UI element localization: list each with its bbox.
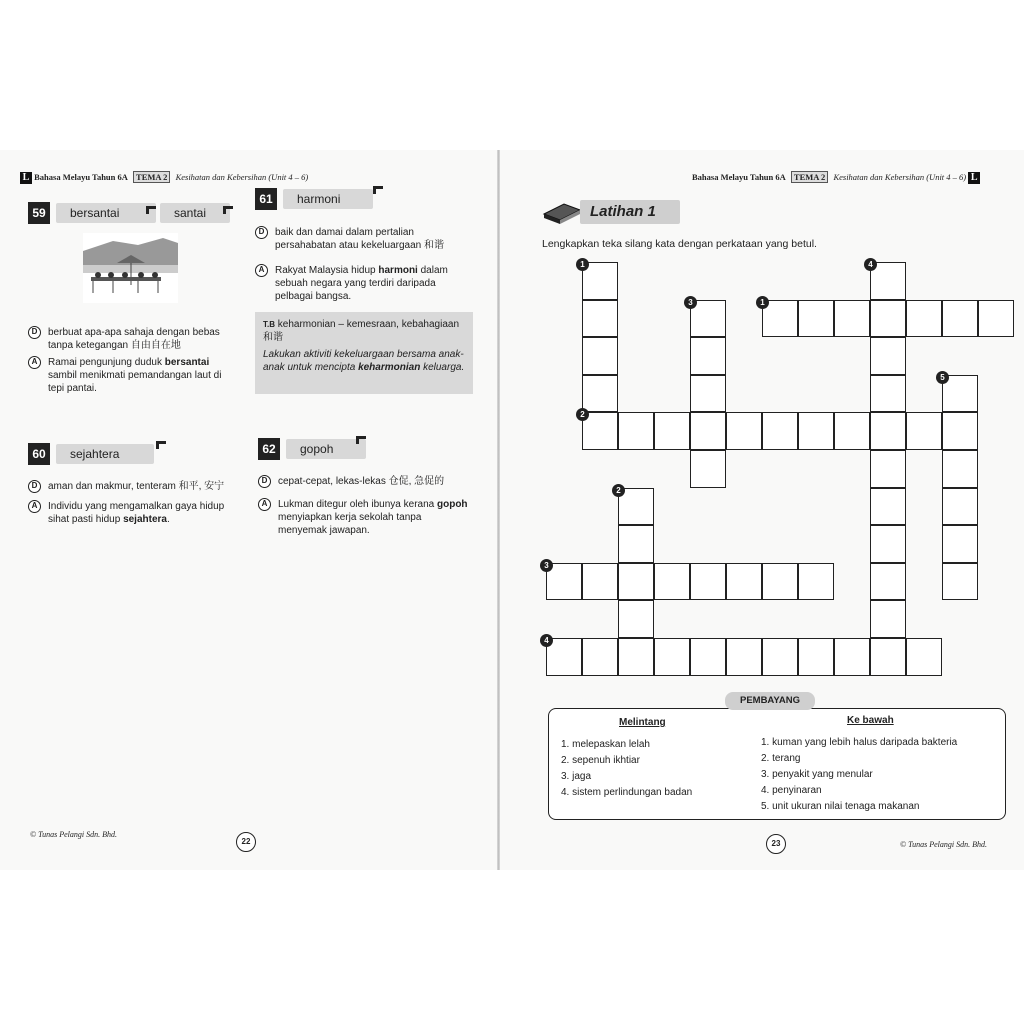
- crossword-cell[interactable]: [870, 450, 906, 488]
- kebawah-clue: 4. penyinaran: [761, 785, 822, 796]
- example-text: Individu yang mengamalkan gaya hidup sihat pasti hidup sejahtera.: [48, 501, 225, 525]
- down-clue-number: 3: [684, 296, 697, 309]
- crossword-cell[interactable]: [870, 488, 906, 526]
- entry-number: 61: [255, 188, 277, 210]
- crossword-cell[interactable]: [834, 412, 870, 450]
- entry-word: harmoni: [283, 189, 373, 209]
- melintang-clue: 3. jaga: [561, 771, 592, 782]
- crossword-cell[interactable]: [690, 638, 726, 676]
- definition-text: baik dan damai dalam pertalian persahabatan atau kekeluargaan 和谐: [275, 227, 445, 251]
- right-page: [500, 150, 1024, 870]
- crossword-cell[interactable]: [942, 300, 978, 338]
- crossword-cell[interactable]: [942, 488, 978, 526]
- pembayang-label: PEMBAYANG: [725, 692, 815, 710]
- latihan-banner: [542, 198, 682, 226]
- crossword-cell[interactable]: [870, 525, 906, 563]
- kebawah-heading: Ke bawah: [847, 715, 894, 726]
- crossword-cell[interactable]: [834, 638, 870, 676]
- left-page: [0, 150, 498, 870]
- kebawah-clue: 2. terang: [761, 753, 801, 764]
- entry-60: [28, 443, 168, 467]
- header-topic: Kesihatan dan Kebersihan (Unit 4 – 6): [175, 172, 309, 182]
- instruction-text: Lengkapkan teka silang kata dengan perkataan yang betul.: [542, 238, 817, 250]
- note-sentence: Lakukan aktiviti kekeluargaan bersama anak-anak untuk mencipta keharmonian keluarga.: [263, 349, 465, 373]
- crossword-cell[interactable]: [690, 563, 726, 601]
- across-clue-number: 3: [540, 559, 553, 572]
- crossword-cell[interactable]: [798, 412, 834, 450]
- crossword-cell[interactable]: [834, 300, 870, 338]
- beach-cafe-illustration: [83, 233, 178, 303]
- crossword-cell[interactable]: [618, 563, 654, 601]
- example-icon: A: [255, 264, 268, 277]
- crossword-cell[interactable]: [654, 563, 690, 601]
- right-running-header: [692, 172, 980, 184]
- down-clue-number: 4: [864, 258, 877, 271]
- crossword-cell[interactable]: [798, 563, 834, 601]
- crossword-cell[interactable]: [906, 412, 942, 450]
- header-topic: Kesihatan dan Kebersihan (Unit 4 – 6): [833, 172, 967, 182]
- down-clue-number: 1: [576, 258, 589, 271]
- definition-icon: D: [258, 475, 271, 488]
- flag-icon: [156, 441, 166, 449]
- crossword-cell[interactable]: [726, 638, 762, 676]
- page-number-22: 22: [236, 832, 256, 852]
- crossword-cell[interactable]: [618, 600, 654, 638]
- melintang-clue: 4. sistem perlindungan badan: [561, 787, 693, 798]
- header-tema: TEMA 2: [791, 171, 828, 183]
- crossword-cell[interactable]: [582, 300, 618, 338]
- entry-word-synonym: santai: [160, 203, 230, 223]
- across-clue-number: 2: [576, 408, 589, 421]
- crossword-cell[interactable]: [618, 525, 654, 563]
- crossword-cell[interactable]: [690, 375, 726, 413]
- definition-icon: D: [28, 326, 41, 339]
- crossword-cell[interactable]: [762, 638, 798, 676]
- flag-icon: [223, 206, 233, 214]
- crossword-cell[interactable]: [654, 638, 690, 676]
- crossword-cell[interactable]: [690, 337, 726, 375]
- entry-59: [28, 202, 238, 226]
- kebawah-clue: 3. penyakit yang menular: [761, 769, 873, 780]
- definition-text: cepat-cepat, lekas-lekas 仓促, 急促的: [278, 476, 445, 487]
- melintang-clue: 1. melepaskan lelah: [561, 739, 650, 750]
- entry-61: [255, 188, 395, 212]
- crossword-cell[interactable]: [870, 638, 906, 676]
- crossword-cell[interactable]: [978, 300, 1014, 338]
- entry-number: 62: [258, 438, 280, 460]
- entry-number: 59: [28, 202, 50, 224]
- left-running-header: [20, 172, 308, 184]
- header-book-title: Bahasa Melayu Tahun 6A: [34, 172, 128, 182]
- copyright-right: © Tunas Pelangi Sdn. Bhd.: [900, 840, 987, 849]
- crossword-cell[interactable]: [690, 450, 726, 488]
- crossword-cell[interactable]: [870, 337, 906, 375]
- entry-number: 60: [28, 443, 50, 465]
- kebawah-clue: 5. unit ukuran nilai tenaga makanan: [761, 801, 920, 812]
- crossword-cell[interactable]: [798, 638, 834, 676]
- entry-word: gopoh: [286, 439, 366, 459]
- down-clue-number: 2: [612, 484, 625, 497]
- crossword-cell[interactable]: [870, 375, 906, 413]
- crossword-cell[interactable]: [870, 563, 906, 601]
- example-text: Lukman ditegur oleh ibunya kerana gopoh menyiapkan kerja sekolah tanpa menyemak jawapan.: [278, 499, 468, 536]
- crossword-cell[interactable]: [654, 412, 690, 450]
- definition-icon: D: [255, 226, 268, 239]
- header-book-title: Bahasa Melayu Tahun 6A: [692, 172, 786, 182]
- clue-box: [548, 708, 1006, 820]
- crossword-cell[interactable]: [942, 450, 978, 488]
- crossword-cell[interactable]: [906, 300, 942, 338]
- entry-62: [258, 438, 398, 462]
- crossword-cell[interactable]: [798, 300, 834, 338]
- crossword-cell[interactable]: [582, 375, 618, 413]
- melintang-clue: 2. sepenuh ikhtiar: [561, 755, 640, 766]
- crossword-cell[interactable]: [726, 412, 762, 450]
- example-text: Ramai pengunjung duduk bersantai sambil menikmati pemandangan laut di tepi pantai.: [48, 357, 222, 394]
- crossword-cell[interactable]: [906, 638, 942, 676]
- crossword-cell[interactable]: [870, 412, 906, 450]
- down-clue-number: 5: [936, 371, 949, 384]
- crossword-cell[interactable]: [618, 412, 654, 450]
- flag-icon: [146, 206, 156, 214]
- flag-icon: [356, 436, 366, 444]
- example-icon: A: [28, 356, 41, 369]
- example-text: Rakyat Malaysia hidup harmoni dalam sebuah negara yang terdiri daripada pelbagai bangsa.: [275, 265, 448, 302]
- crossword-cell[interactable]: [942, 525, 978, 563]
- note-box: [255, 312, 473, 394]
- example-icon: A: [28, 500, 41, 513]
- crossword-cell[interactable]: [582, 563, 618, 601]
- definition-text: aman dan makmur, tenteram 和平, 安宁: [48, 481, 225, 492]
- header-tema: TEMA 2: [133, 171, 170, 183]
- kebawah-clue: 1. kuman yang lebih halus daripada bakteria: [761, 737, 958, 748]
- entry-word: sejahtera: [56, 444, 154, 464]
- crossword-cell[interactable]: [690, 412, 726, 450]
- corner-mark-right: L: [968, 172, 980, 184]
- latihan-title: Latihan 1: [580, 200, 680, 224]
- crossword-cell[interactable]: [618, 638, 654, 676]
- crossword-cell[interactable]: [870, 300, 906, 338]
- note-term: T.B keharmonian – kemesraan, kebahagiaan 和谐: [263, 319, 460, 343]
- entry-word: bersantai: [56, 203, 156, 223]
- crossword-cell[interactable]: [870, 600, 906, 638]
- page-number-23: 23: [766, 834, 786, 854]
- crossword-cell[interactable]: [942, 563, 978, 601]
- crossword-cell[interactable]: [762, 563, 798, 601]
- flag-icon: [373, 186, 383, 194]
- definition-text: berbuat apa-apa sahaja dengan bebas tanpa ketegangan 自由自在地: [48, 327, 220, 351]
- across-clue-number: 1: [756, 296, 769, 309]
- crossword-cell[interactable]: [582, 638, 618, 676]
- definition-icon: D: [28, 480, 41, 493]
- crossword-cell[interactable]: [726, 563, 762, 601]
- example-icon: A: [258, 498, 271, 511]
- melintang-heading: Melintang: [619, 717, 666, 728]
- crossword-cell[interactable]: [762, 412, 798, 450]
- crossword-cell[interactable]: [582, 337, 618, 375]
- crossword-cell[interactable]: [942, 412, 978, 450]
- book-icon: [542, 200, 582, 224]
- corner-mark-left: L: [20, 172, 32, 184]
- across-clue-number: 4: [540, 634, 553, 647]
- copyright-left: © Tunas Pelangi Sdn. Bhd.: [30, 830, 117, 839]
